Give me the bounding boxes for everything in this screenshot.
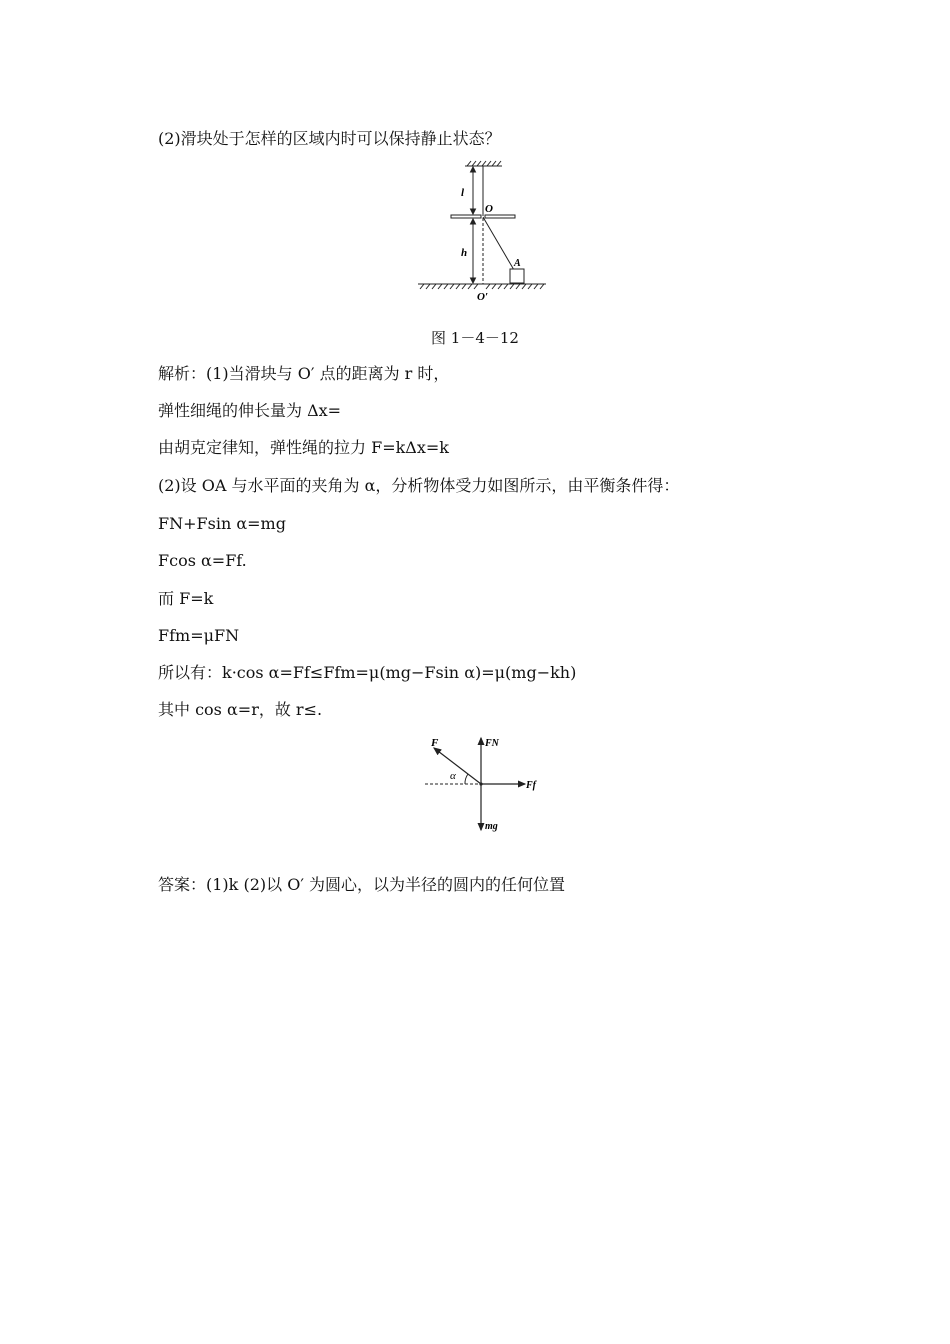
label-alpha: α	[450, 770, 456, 782]
equation-line: Ffm=μFN	[158, 626, 240, 645]
answer-line: 答案：(1)k (2)以 O′ 为圆心，以为半径的圆内的任何位置	[158, 875, 566, 894]
equation-line: Fcos α=Ff.	[158, 551, 247, 570]
label-o-prime: O′	[477, 291, 489, 303]
rope-lower	[483, 217, 514, 270]
angle-arc	[465, 774, 468, 784]
dimension-l	[471, 167, 476, 214]
equation-line: FN+Fsin α=mg	[158, 514, 286, 533]
force-f-arrow	[434, 748, 481, 784]
solution-line: 弹性细绳的伸长量为 Δx=	[158, 401, 342, 420]
label-fn: FN	[485, 738, 499, 749]
label-ff: Ff	[526, 780, 536, 791]
label-o: O	[485, 203, 493, 215]
solution-line: 解析：(1)当滑块与 O′ 点的距离为 r 时，	[158, 364, 450, 383]
figure1-caption: 图 1－4－12	[431, 329, 519, 347]
label-mg: mg	[485, 821, 498, 832]
equation-line: 而 F=k	[158, 589, 214, 608]
ground	[418, 284, 546, 289]
figure-rope-setup	[410, 158, 555, 308]
label-a: A	[514, 258, 521, 269]
dimension-h	[471, 219, 476, 283]
equation-line: 其中 cos α=r，故 r≤.	[158, 700, 323, 719]
label-f: F	[431, 737, 439, 749]
block-a	[510, 269, 524, 283]
center-point	[479, 782, 482, 785]
plate-left	[451, 215, 481, 218]
ceiling-support	[465, 161, 502, 166]
figure-force-diagram	[420, 732, 550, 837]
label-l: l	[461, 187, 465, 199]
question-part2: (2)滑块处于怎样的区域内时可以保持静止状态？	[158, 129, 501, 148]
label-h: h	[461, 247, 468, 259]
solution-line: 由胡克定律知，弹性绳的拉力 F=kΔx=k	[158, 438, 449, 457]
plate-right	[485, 215, 515, 218]
solution-line: (2)设 OA 与水平面的夹角为 α，分析物体受力如图所示，由平衡条件得：	[158, 476, 680, 495]
equation-line: 所以有：k·cos α=Ff≤Ffm=μ(mg−Fsin α)=μ(mg−kh)	[158, 663, 577, 682]
